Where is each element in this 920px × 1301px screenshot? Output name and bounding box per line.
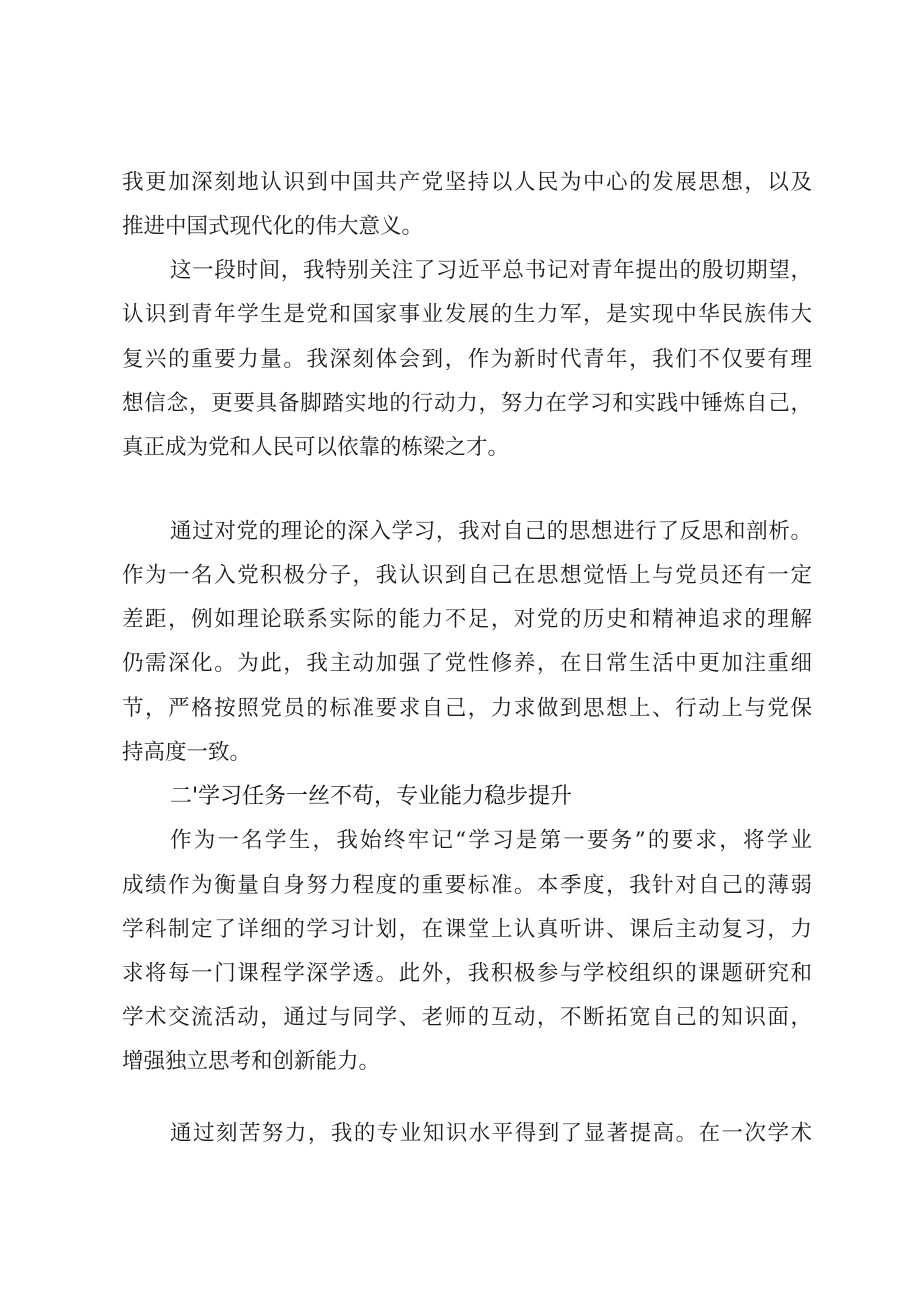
text-line: 持高度一致。 bbox=[122, 740, 252, 765]
text-line: 学术交流活动，通过与同学、老师的互动，不断拓宽自己的知识面， bbox=[122, 1005, 812, 1030]
text-line: 求将每一门课程学深学透。此外，我积极参与学校组织的课题研究和 bbox=[122, 961, 812, 986]
text-line: 差距，例如理论联系实际的能力不足，对党的历史和精神追求的理解 bbox=[122, 607, 812, 632]
text-line: 通过对党的理论的深入学习，我对自己的思想进行了反思和剖析。 bbox=[170, 519, 812, 544]
section-heading: 二'学习任务一丝不苟，专业能力稳步提升 bbox=[170, 784, 573, 809]
text-line: 真正成为党和人民可以依靠的栋梁之才。 bbox=[122, 435, 510, 460]
text-line: 通过刻苦努力，我的专业知识水平得到了显著提高。在一次学术 bbox=[170, 1121, 812, 1146]
text-line: 这一段时间，我特别关注了习近平总书记对青年提出的殷切期望， bbox=[170, 258, 812, 283]
text-line: 节，严格按照党员的标准要求自己，力求做到思想上、行动上与党保 bbox=[122, 696, 812, 721]
text-line: 增强独立思考和创新能力。 bbox=[122, 1049, 381, 1074]
text-line: 成绩作为衡量自身努力程度的重要标准。本季度，我针对自己的薄弱 bbox=[122, 873, 812, 898]
text-line: 仍需深化。为此，我主动加强了党性修养，在日常生活中更加注重细 bbox=[122, 651, 812, 676]
text-line: 作为一名学生，我始终牢记“学习是第一要务”的要求，将学业 bbox=[170, 828, 812, 853]
text-line: 作为一名入党积极分子，我认识到自己在思想觉悟上与党员还有一定 bbox=[122, 563, 812, 588]
text-line: 推进中国式现代化的伟大意义。 bbox=[122, 214, 424, 239]
text-line: 学科制定了详细的学习计划，在课堂上认真听讲、课后主动复习，力 bbox=[122, 917, 812, 942]
text-line: 复兴的重要力量。我深刻体会到，作为新时代青年，我们不仅要有理 bbox=[122, 347, 812, 372]
text-line: 认识到青年学生是党和国家事业发展的生力军，是实现中华民族伟大 bbox=[122, 302, 812, 327]
text-line: 想信念，更要具备脚踏实地的行动力，努力在学习和实践中锤炼自己， bbox=[122, 391, 812, 416]
text-line: 我更加深刻地认识到中国共产党坚持以人民为中心的发展思想，以及 bbox=[122, 170, 812, 195]
